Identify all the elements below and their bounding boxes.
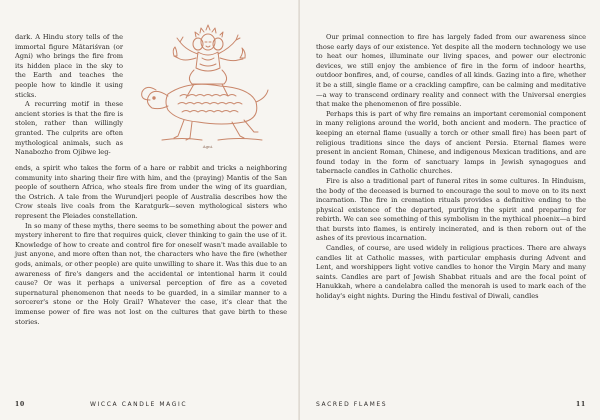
paragraph: Our primal connection to fire has largely faded from our awareness since those early days of our existence. Yet despite all the modern technology we use to heat our homes, illuminate our living spaces, and power our electronic devices, we still enjoy the ambience of fire in the form of indoor hearths, outdoor bonfires, and, of course, candles of all kinds. Gazing into a fire, whether it be a still, single flame or a crackling campfire, can be calming and meditative—a way to transcend ordinary reality and connect with the Universal energies that make the phenomenon of fire possible.	[316, 33, 586, 109]
agni-illustration	[128, 24, 288, 156]
page-number-left: 10	[15, 401, 25, 408]
paragraph: Candles, of course, are used widely in religious practices. There are always candles lit at Catholic masses, with particular emphasis during Advent and Lent, and worshippers light votive candles to honor the Virgin Mary and many saints. Candles are part of Jewish Shabbat rituals and are the focal point of Hanukkah, where a candelabra called the menorah is used to mark each of the holiday's eight nights. During the Hindu festival of Diwali, candles	[316, 244, 586, 301]
agni-ram-drawing	[128, 24, 288, 156]
paragraph: A recurring motif in these ancient stories is that the fire is stolen, rather than willingly granted. The culprits are often mythological animals, such as Nanabozho from Ojibwe leg-	[15, 100, 123, 157]
right-column	[316, 33, 586, 302]
paragraph: ends, a spirit who takes the form of a hare or rabbit and tricks a neighboring community into sharing their fire with him, and the (praying) Mantis of the San people of southern Africa, who steals fire from under the wing of its guardian, the Ostrich. A tale from the Wurundjeri people of Australia describes how the Crow steals live coals from the Karatgurk—seven mythological sisters who represent the Pleiades constellation.	[15, 164, 287, 220]
paragraph: Fire is also a traditional part of funeral rites in some cultures. In Hinduism, the body of the deceased is burned to encourage the soul to move on to its next incarnation. The fire in cremation rituals provides a definitive ending to the physical existence of the departed, purifying the spirit and preparing for rebirth. We can see something of this symbolism in the mythical phoenix—a bird that bursts into flames, is entirely incinerated, and is then reborn out of the ashes of its previous incarnation.	[316, 176, 586, 243]
illustration-caption: Agni.	[202, 144, 214, 149]
page-number-right: 11	[576, 401, 586, 408]
paragraph: dark. A Hindu story tells of the immortal figure Mātariśvan (or Agni) who brings the fire from its hidden place in the sky to the Earth and teaches the people how to kindle it using sticks.	[15, 33, 123, 99]
running-head-right: SACRED FLAMES	[316, 401, 388, 408]
paragraph: In so many of these myths, there seems to be something about the power and mystery inherent to fire that requires quick, clever thinking to gain the use of it. Knowledge of how to create and control fire for oneself wasn't made available to just anyone, and more often than not, the characters who have the fire (whether gods, animals, or other people) are quite unwilling to share it. Was this due to an awareness of fire's dangers and the accidental or intentional harm it could cause? Or was it perhaps a universal perception of fire as a coveted supernatural phenomenon that needs to be guarded, in a similar manner to a sorcerer's stone or the Holy Grail? Whatever the case, it's clear that the immense power of fire was not lost on the cultures that gave birth to these stories.	[15, 221, 287, 326]
right-page	[300, 0, 600, 420]
left-full-column	[15, 164, 287, 327]
left-top-column	[15, 33, 123, 158]
paragraph: Perhaps this is part of why fire remains an important ceremonial component in many religions around the world, both ancient and modern. The practice of keeping an eternal flame (usually a torch or other small fire) has been part of religious traditions since the days of ancient Persia. Eternal flames were present in ancient Roman, Chinese, and indigenous Mexican traditions, and are found today in the form of sanctuary lamps in Jewish synagogues and tabernacle candles in Catholic churches.	[316, 109, 586, 176]
running-head-left: WICCA CANDLE MAGIC	[90, 401, 188, 408]
